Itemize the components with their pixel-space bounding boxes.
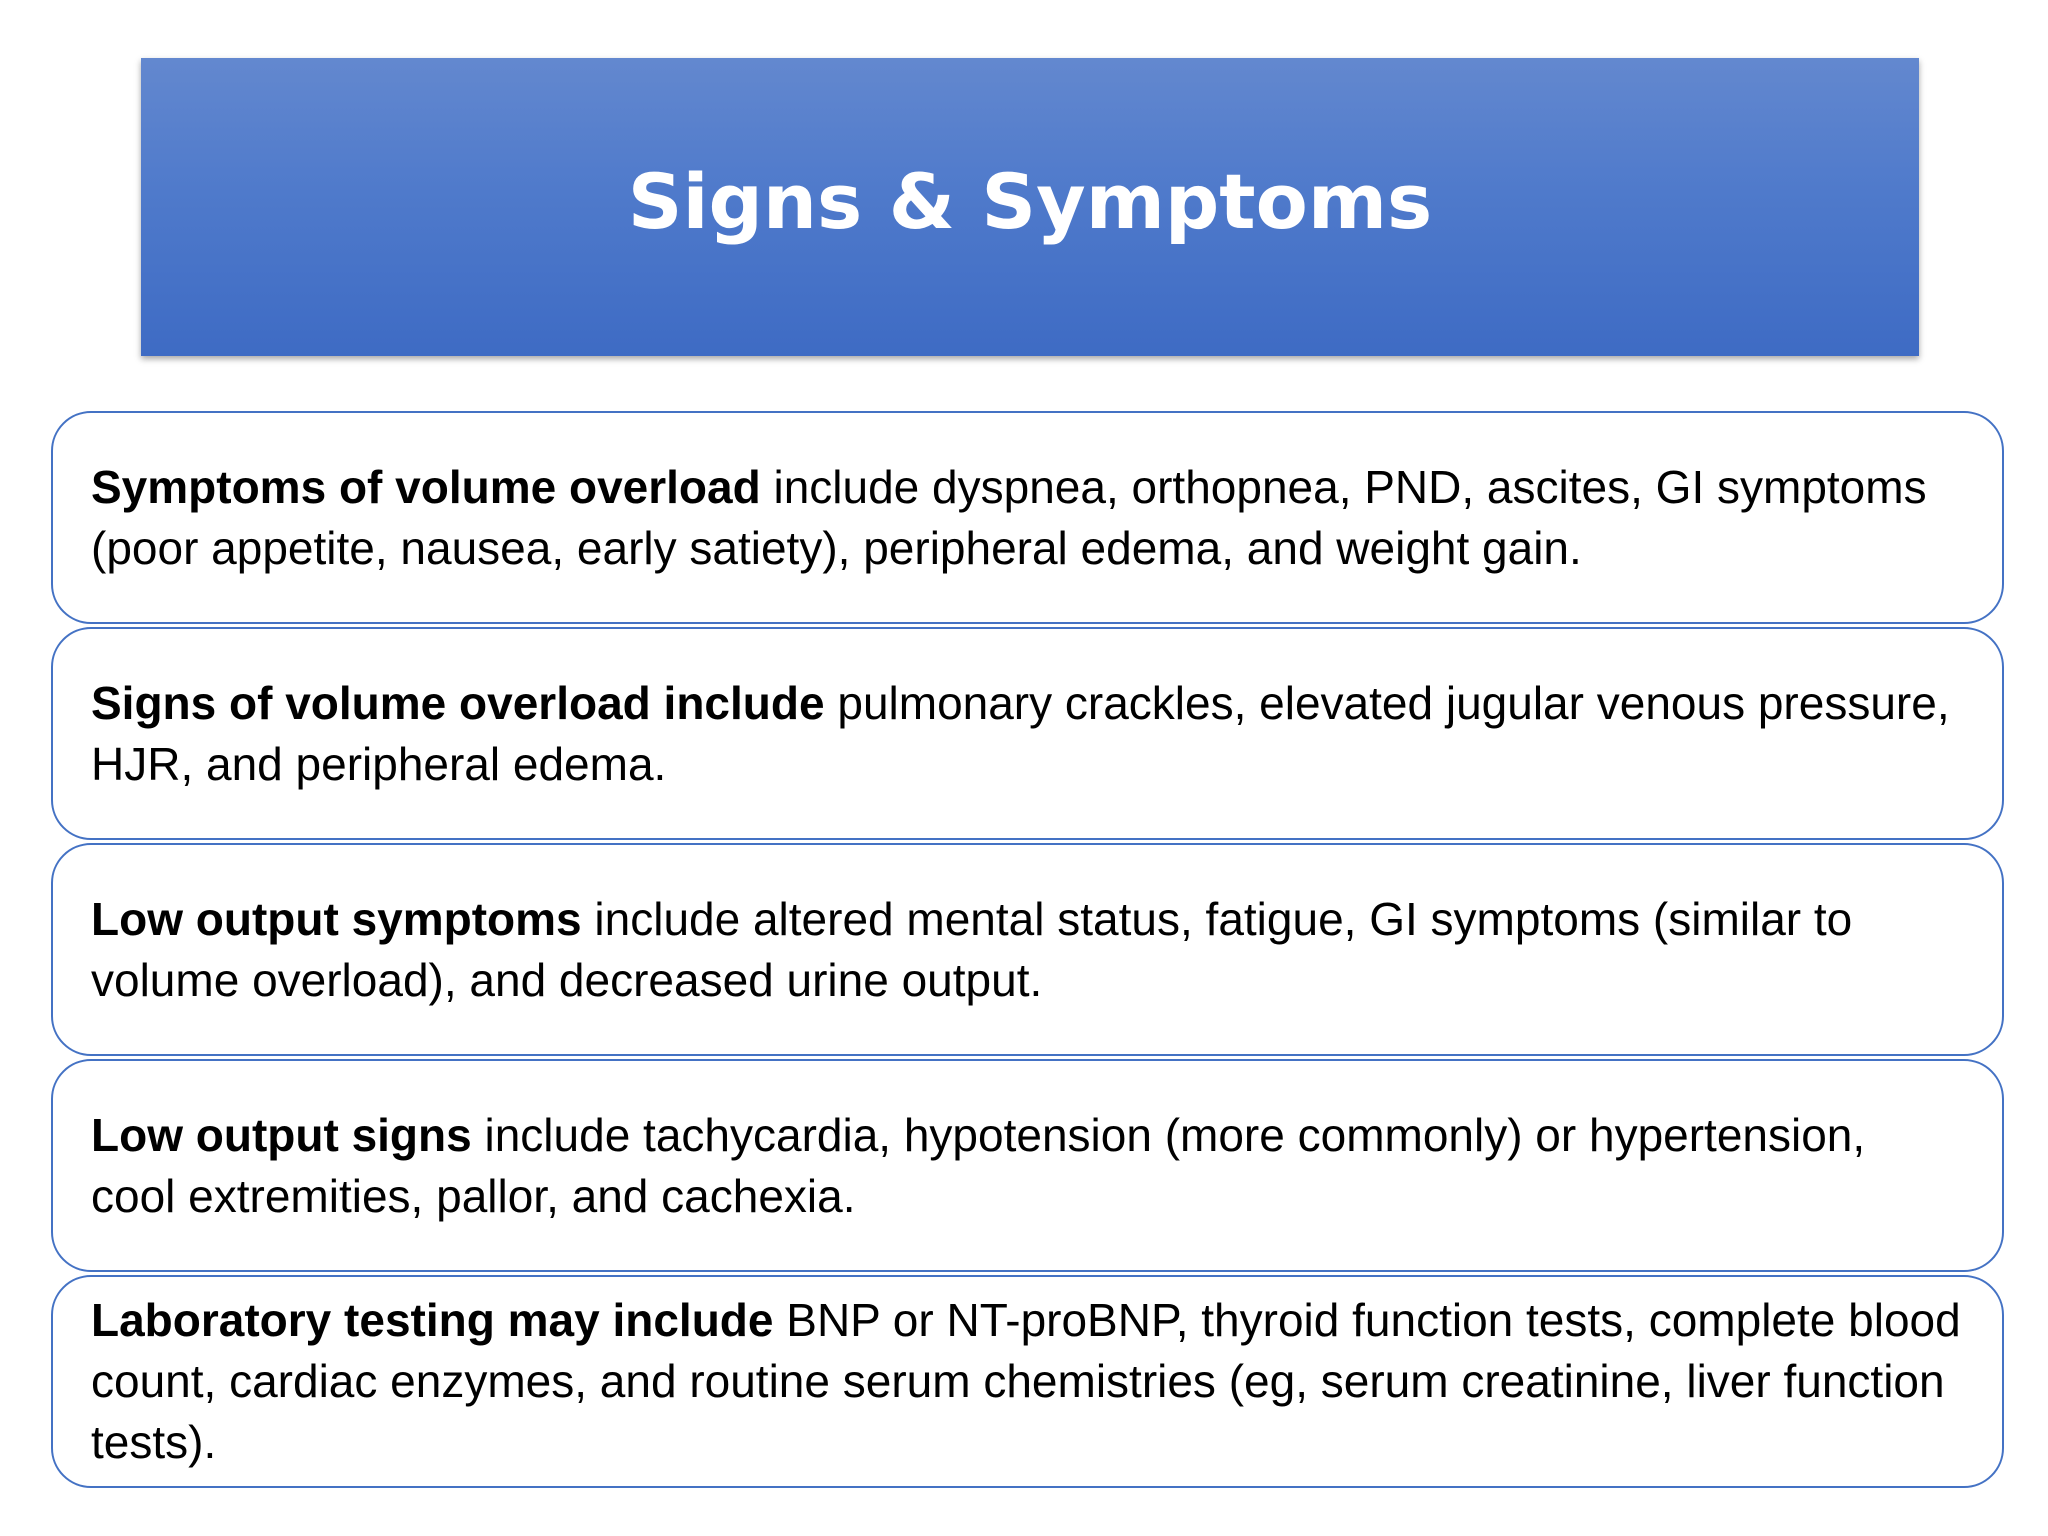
card-text bbox=[91, 889, 1962, 1011]
title-banner bbox=[141, 58, 1919, 356]
card-heading: Laboratory testing may include bbox=[91, 1294, 774, 1346]
card-body: include dyspnea, orthopnea, PND, ascites, GI symptoms (poor appetite, nausea, early satiety), peripheral edema, and weight gain. bbox=[91, 460, 1927, 574]
card-volume-overload-symptoms bbox=[51, 411, 2004, 624]
card-text bbox=[91, 673, 1962, 795]
card-text bbox=[91, 1290, 1962, 1473]
card-body: include tachycardia, hypotension (more commonly) or hypertension, cool extremities, pallor, and cachexia. bbox=[91, 1108, 1866, 1222]
page-title: Signs & Symptoms bbox=[627, 156, 1433, 246]
card-low-output-signs bbox=[51, 1059, 2004, 1272]
card-body: include altered mental status, fatigue, GI symptoms (similar to volume overload), and decreased urine output. bbox=[91, 892, 1853, 1006]
card-heading: Symptoms of volume overload bbox=[91, 460, 761, 513]
card-text bbox=[91, 1105, 1962, 1227]
card-heading: Signs of volume overload include bbox=[91, 676, 825, 729]
card-body: BNP or NT-proBNP, thyroid function tests, complete blood count, cardiac enzymes, and routine serum chemistries (eg, serum creatinine, liver function tests). bbox=[91, 1294, 1961, 1468]
card-heading: Low output signs bbox=[91, 1108, 472, 1161]
card-text bbox=[91, 457, 1962, 579]
card-volume-overload-signs bbox=[51, 627, 2004, 840]
card-low-output-symptoms bbox=[51, 843, 2004, 1056]
card-heading: Low output symptoms bbox=[91, 892, 582, 945]
card-laboratory-testing bbox=[51, 1275, 2004, 1488]
card-body: pulmonary crackles, elevated jugular venous pressure, HJR, and peripheral edema. bbox=[91, 676, 1950, 790]
